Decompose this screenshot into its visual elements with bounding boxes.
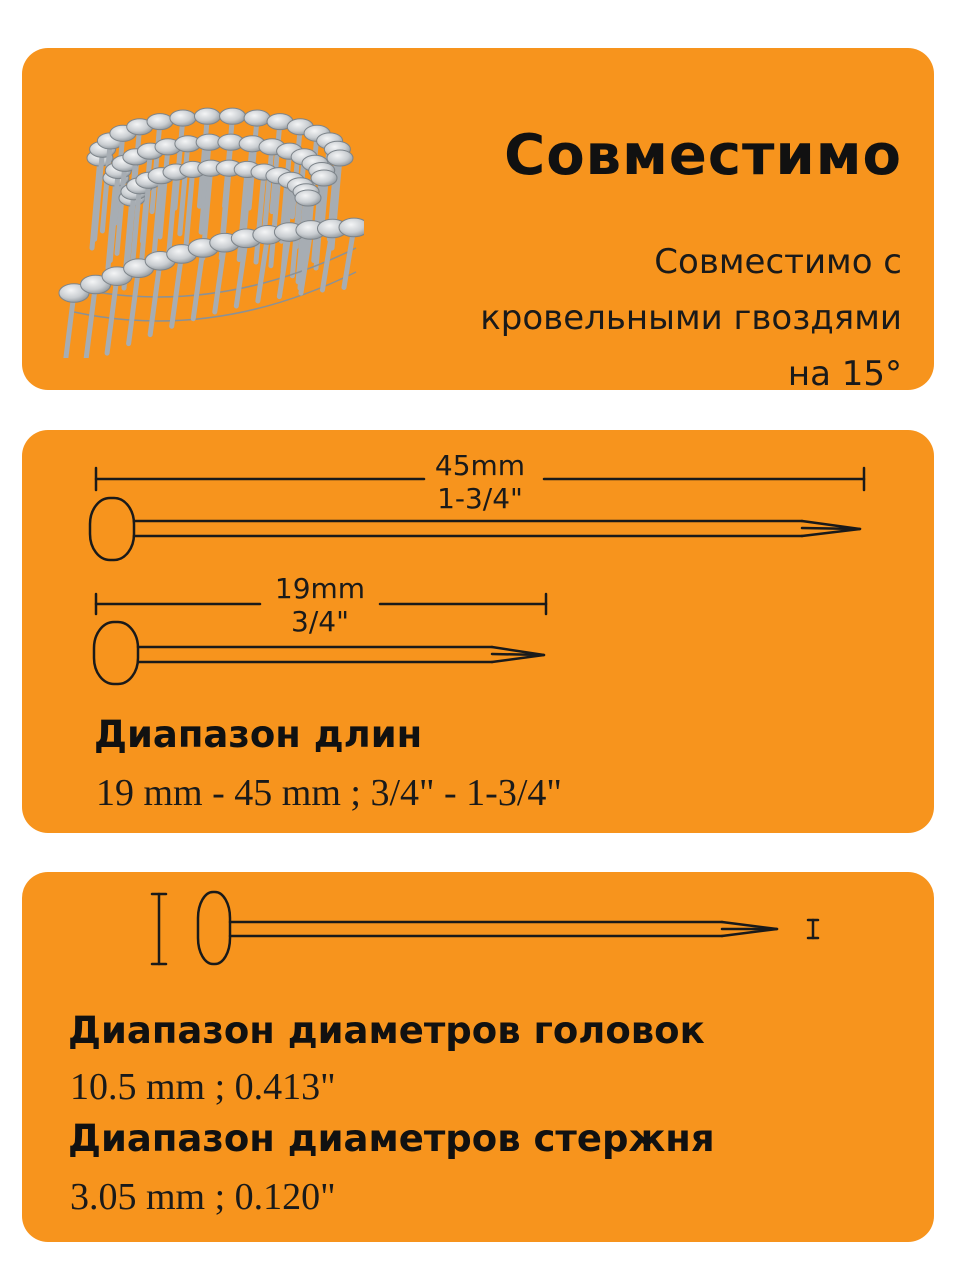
head-diameter-marker bbox=[152, 894, 166, 964]
shank-diameter-marker bbox=[808, 920, 818, 938]
description-line: кровельными гвоздями bbox=[480, 298, 902, 338]
short-nail-mm-label: 19mm bbox=[274, 572, 366, 605]
short-nail-inch-label: 3/4" bbox=[291, 605, 349, 638]
coil-nails-icon bbox=[44, 88, 364, 358]
long-nail-mm-label: 45mm bbox=[434, 449, 526, 482]
head-diameter-title: Диапазон диаметров головок bbox=[68, 1009, 705, 1052]
shank-diameter-title: Диапазон диаметров стержня bbox=[68, 1117, 715, 1160]
compatibility-description bbox=[342, 234, 902, 390]
length-range-card bbox=[22, 430, 934, 833]
description-line: Совместимо с bbox=[654, 242, 902, 282]
diameter-nail-icon bbox=[198, 892, 777, 964]
diameter-diagram bbox=[22, 872, 934, 992]
length-range-value: 19 mm - 45 mm ; 3/4" - 1-3/4" bbox=[96, 772, 562, 814]
compatibility-card bbox=[22, 48, 934, 390]
compatibility-title: Совместимо bbox=[504, 123, 902, 188]
diameter-range-card bbox=[22, 872, 934, 1242]
length-diagram bbox=[22, 430, 934, 710]
shank-diameter-value: 3.05 mm ; 0.120" bbox=[70, 1176, 336, 1218]
description-line: на 15° bbox=[787, 354, 902, 390]
length-range-title: Диапазон длин bbox=[94, 713, 423, 756]
long-nail-inch-label: 1-3/4" bbox=[437, 482, 523, 515]
head-diameter-value: 10.5 mm ; 0.413" bbox=[70, 1066, 336, 1108]
